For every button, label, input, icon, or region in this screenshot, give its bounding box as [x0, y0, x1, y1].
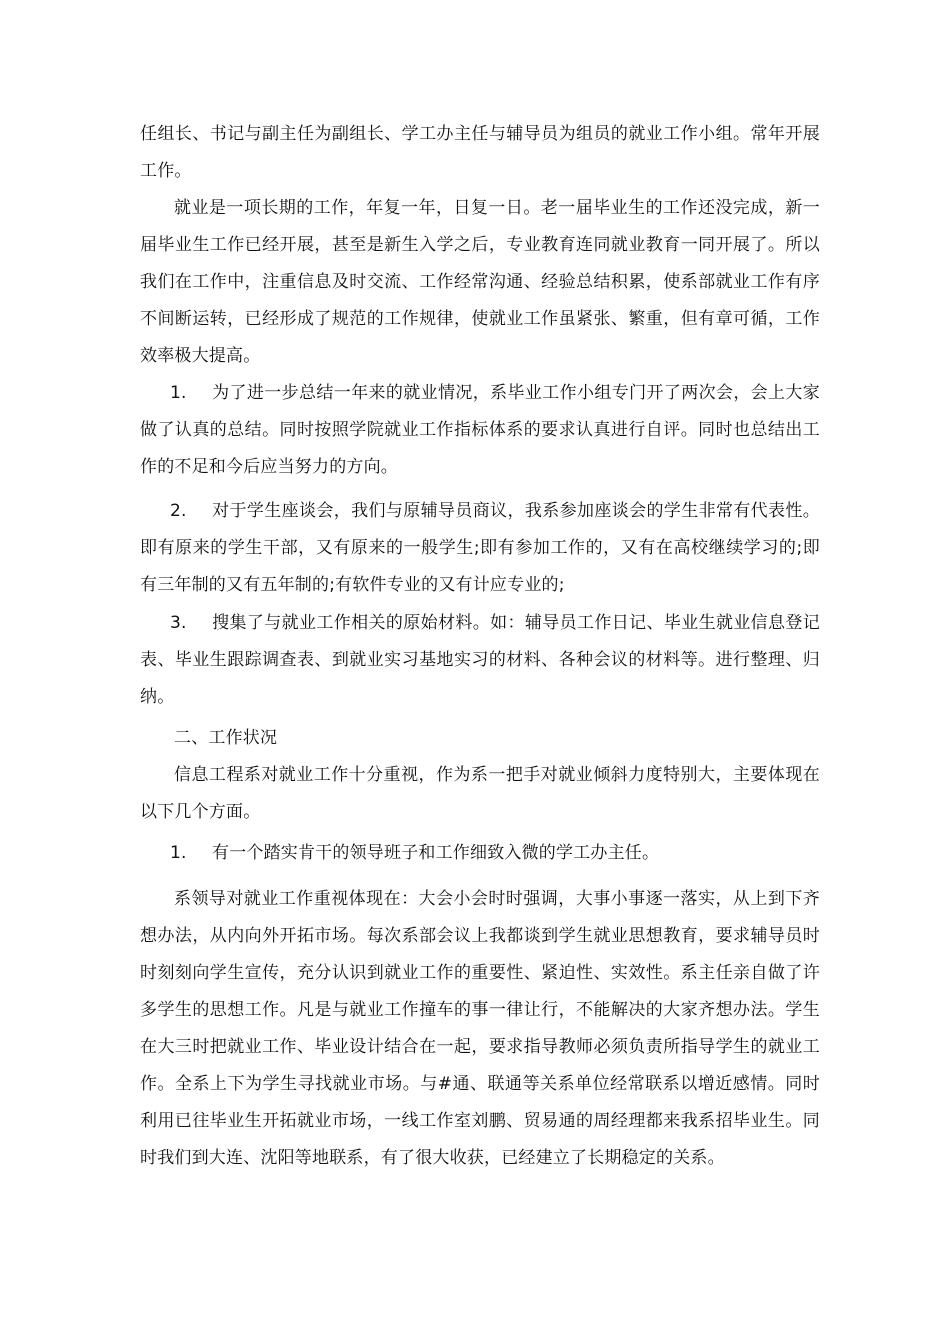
- list-number: 3.: [170, 613, 187, 633]
- paragraph-department-emphasis: 信息工程系对就业工作十分重视，作为系一把手对就业倾斜力度特别大，主要体现在以下几个方面。: [140, 765, 820, 822]
- list-item-text: 搜集了与就业工作相关的原始材料。如：辅导员工作日记、毕业生就业信息登记表、毕业生跟踪调查表、到就业实习基地实习的材料、各种会议的材料等。进行整理、归纳。: [140, 613, 820, 707]
- list-item-text: 对于学生座谈会，我们与原辅导员商议，我系参加座谈会的学生非常有代表性。即有原来的学生干部，又有原来的一般学生;即有参加工作的，又有在高校继续学习的;即有三年制的又有五年制的;有软件专业的又有计应专业的;: [140, 501, 820, 595]
- paragraph-leadership-details: 系领导对就业工作重视体现在：大会小会时时强调，大事小事逐一落实，从上到下齐想办法，从内向外开拓市场。每次系部会议上我都谈到学生就业思想教育，要求辅导员时时刻刻向学生宣传，充分认识到就业工作的重要性、紧迫性、实效性。系主任亲自做了许多学生的思想工作。凡是与就业工作撞车的事一律让行，不能解决的大家齐想办法。学生在大三时把就业工作、毕业设计结合在一起，要求指导教师必须负责所指导学生的就业工作。全系上下为学生寻找就业市场。与#通、联通等关系单位经常联系以增近感情。同时利用已往毕业生开拓就业市场，一线工作室刘鹏、贸易通的周经理都来我系招毕业生。同时我们到大连、沈阳等地联系，有了很大收获，已经建立了长期稳定的关系。: [140, 889, 820, 1168]
- list-item-4-leadership: [140, 835, 820, 872]
- list-number: 2.: [170, 501, 187, 521]
- paragraph-long-term-work: 就业是一项长期的工作，年复一年，日复一日。老一届毕业生的工作还没完成，新一届毕业生工作已经开展，甚至是新生入学之后，专业教育连同就业教育一同开展了。所以我们在工作中，注重信息及时交流、工作经常沟通、经验总结积累，使系部就业工作有序不间断运转，已经形成了规范的工作规律，使就业工作虽紧张、繁重，但有章可循，工作效率极大提高。: [140, 198, 820, 366]
- list-number: 1.: [170, 383, 187, 403]
- list-item-1-summary: [140, 375, 820, 486]
- paragraph-group-composition: 任组长、书记与副主任为副组长、学工办主任与辅导员为组员的就业工作小组。常年开展工作。: [140, 124, 820, 181]
- list-item-text: 有一个踏实肯干的领导班子和工作细致入微的学工办主任。: [212, 843, 660, 863]
- list-item-2-forum: [140, 493, 820, 604]
- list-item-text: 为了进一步总结一年来的就业情况，系毕业工作小组专门开了两次会，会上大家做了认真的总结。同时按照学院就业工作指标体系的要求认真进行自评。同时也总结出工作的不足和今后应当努力的方向。: [140, 383, 820, 477]
- list-number: 1.: [170, 843, 187, 863]
- list-item-3-materials: [140, 605, 820, 716]
- section-heading: 二、工作状况: [174, 728, 278, 748]
